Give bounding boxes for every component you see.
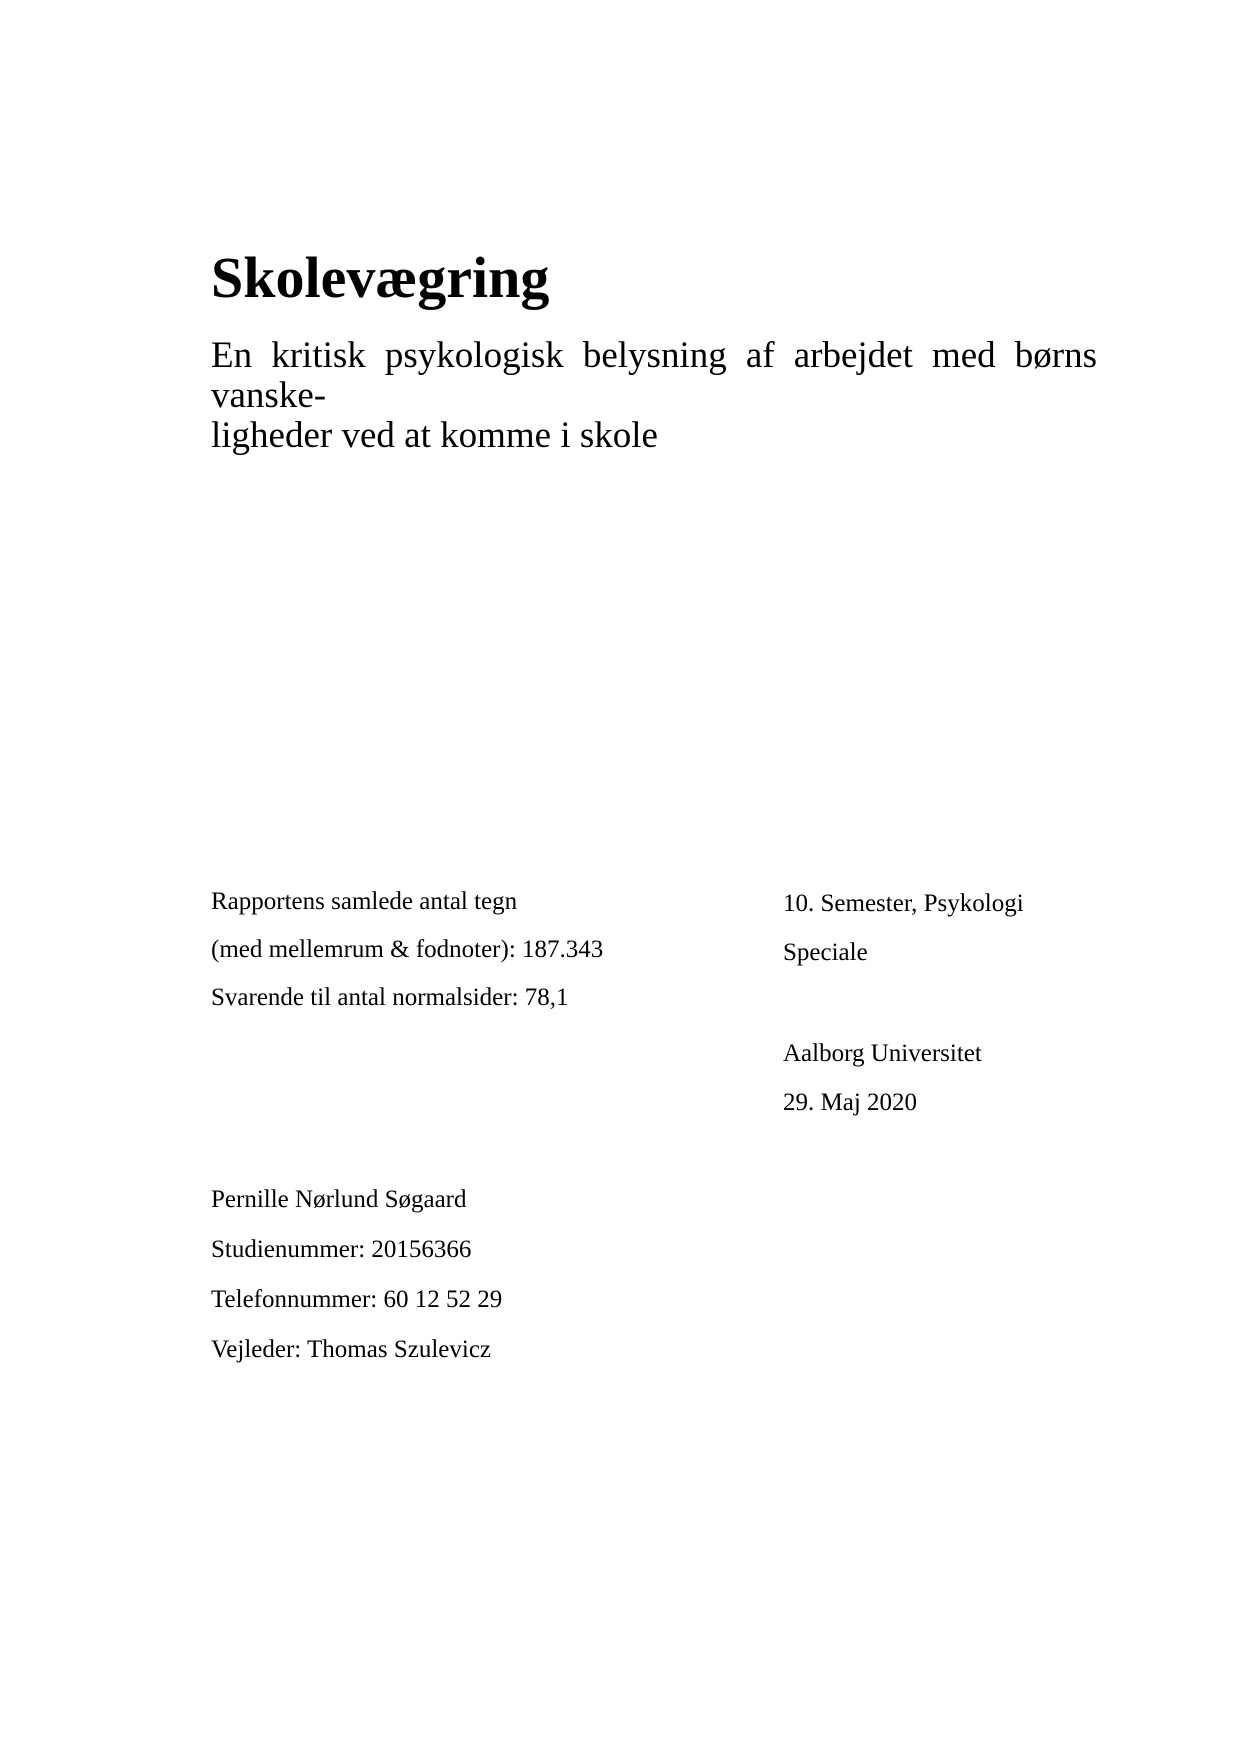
semester-line: 10. Semester, Psykologi xyxy=(783,890,1024,917)
report-stats-block xyxy=(211,878,603,1022)
program-info-block xyxy=(783,879,1024,977)
university-date-block xyxy=(783,1029,982,1127)
author-name: Pernille Nørlund Søgaard xyxy=(211,1186,467,1213)
report-normal-pages-line: Svarende til antal normalsider: 78,1 xyxy=(211,984,569,1011)
thesis-subtitle-line-1: En kritisk psykologisk belysning af arbejdet med børns vanske- xyxy=(211,335,1097,416)
report-char-count-value: (med mellemrum & fodnoter): 187.343 xyxy=(211,936,604,963)
thesis-subtitle-line-2: ligheder ved at komme i skole xyxy=(211,415,658,456)
thesis-title: Skolevægring xyxy=(211,245,550,310)
date-line: 29. Maj 2020 xyxy=(783,1089,918,1116)
phone-number-line: Telefonnummer: 60 12 52 29 xyxy=(211,1286,503,1313)
thesis-subtitle xyxy=(211,336,1097,456)
project-type-line: Speciale xyxy=(783,939,868,966)
university-line: Aalborg Universitet xyxy=(783,1040,982,1067)
supervisor-line: Vejleder: Thomas Szulevicz xyxy=(211,1336,492,1363)
student-number-line: Studienummer: 20156366 xyxy=(211,1236,472,1263)
author-info-block xyxy=(211,1175,502,1375)
report-char-count-label: Rapportens samlede antal tegn xyxy=(211,888,518,915)
